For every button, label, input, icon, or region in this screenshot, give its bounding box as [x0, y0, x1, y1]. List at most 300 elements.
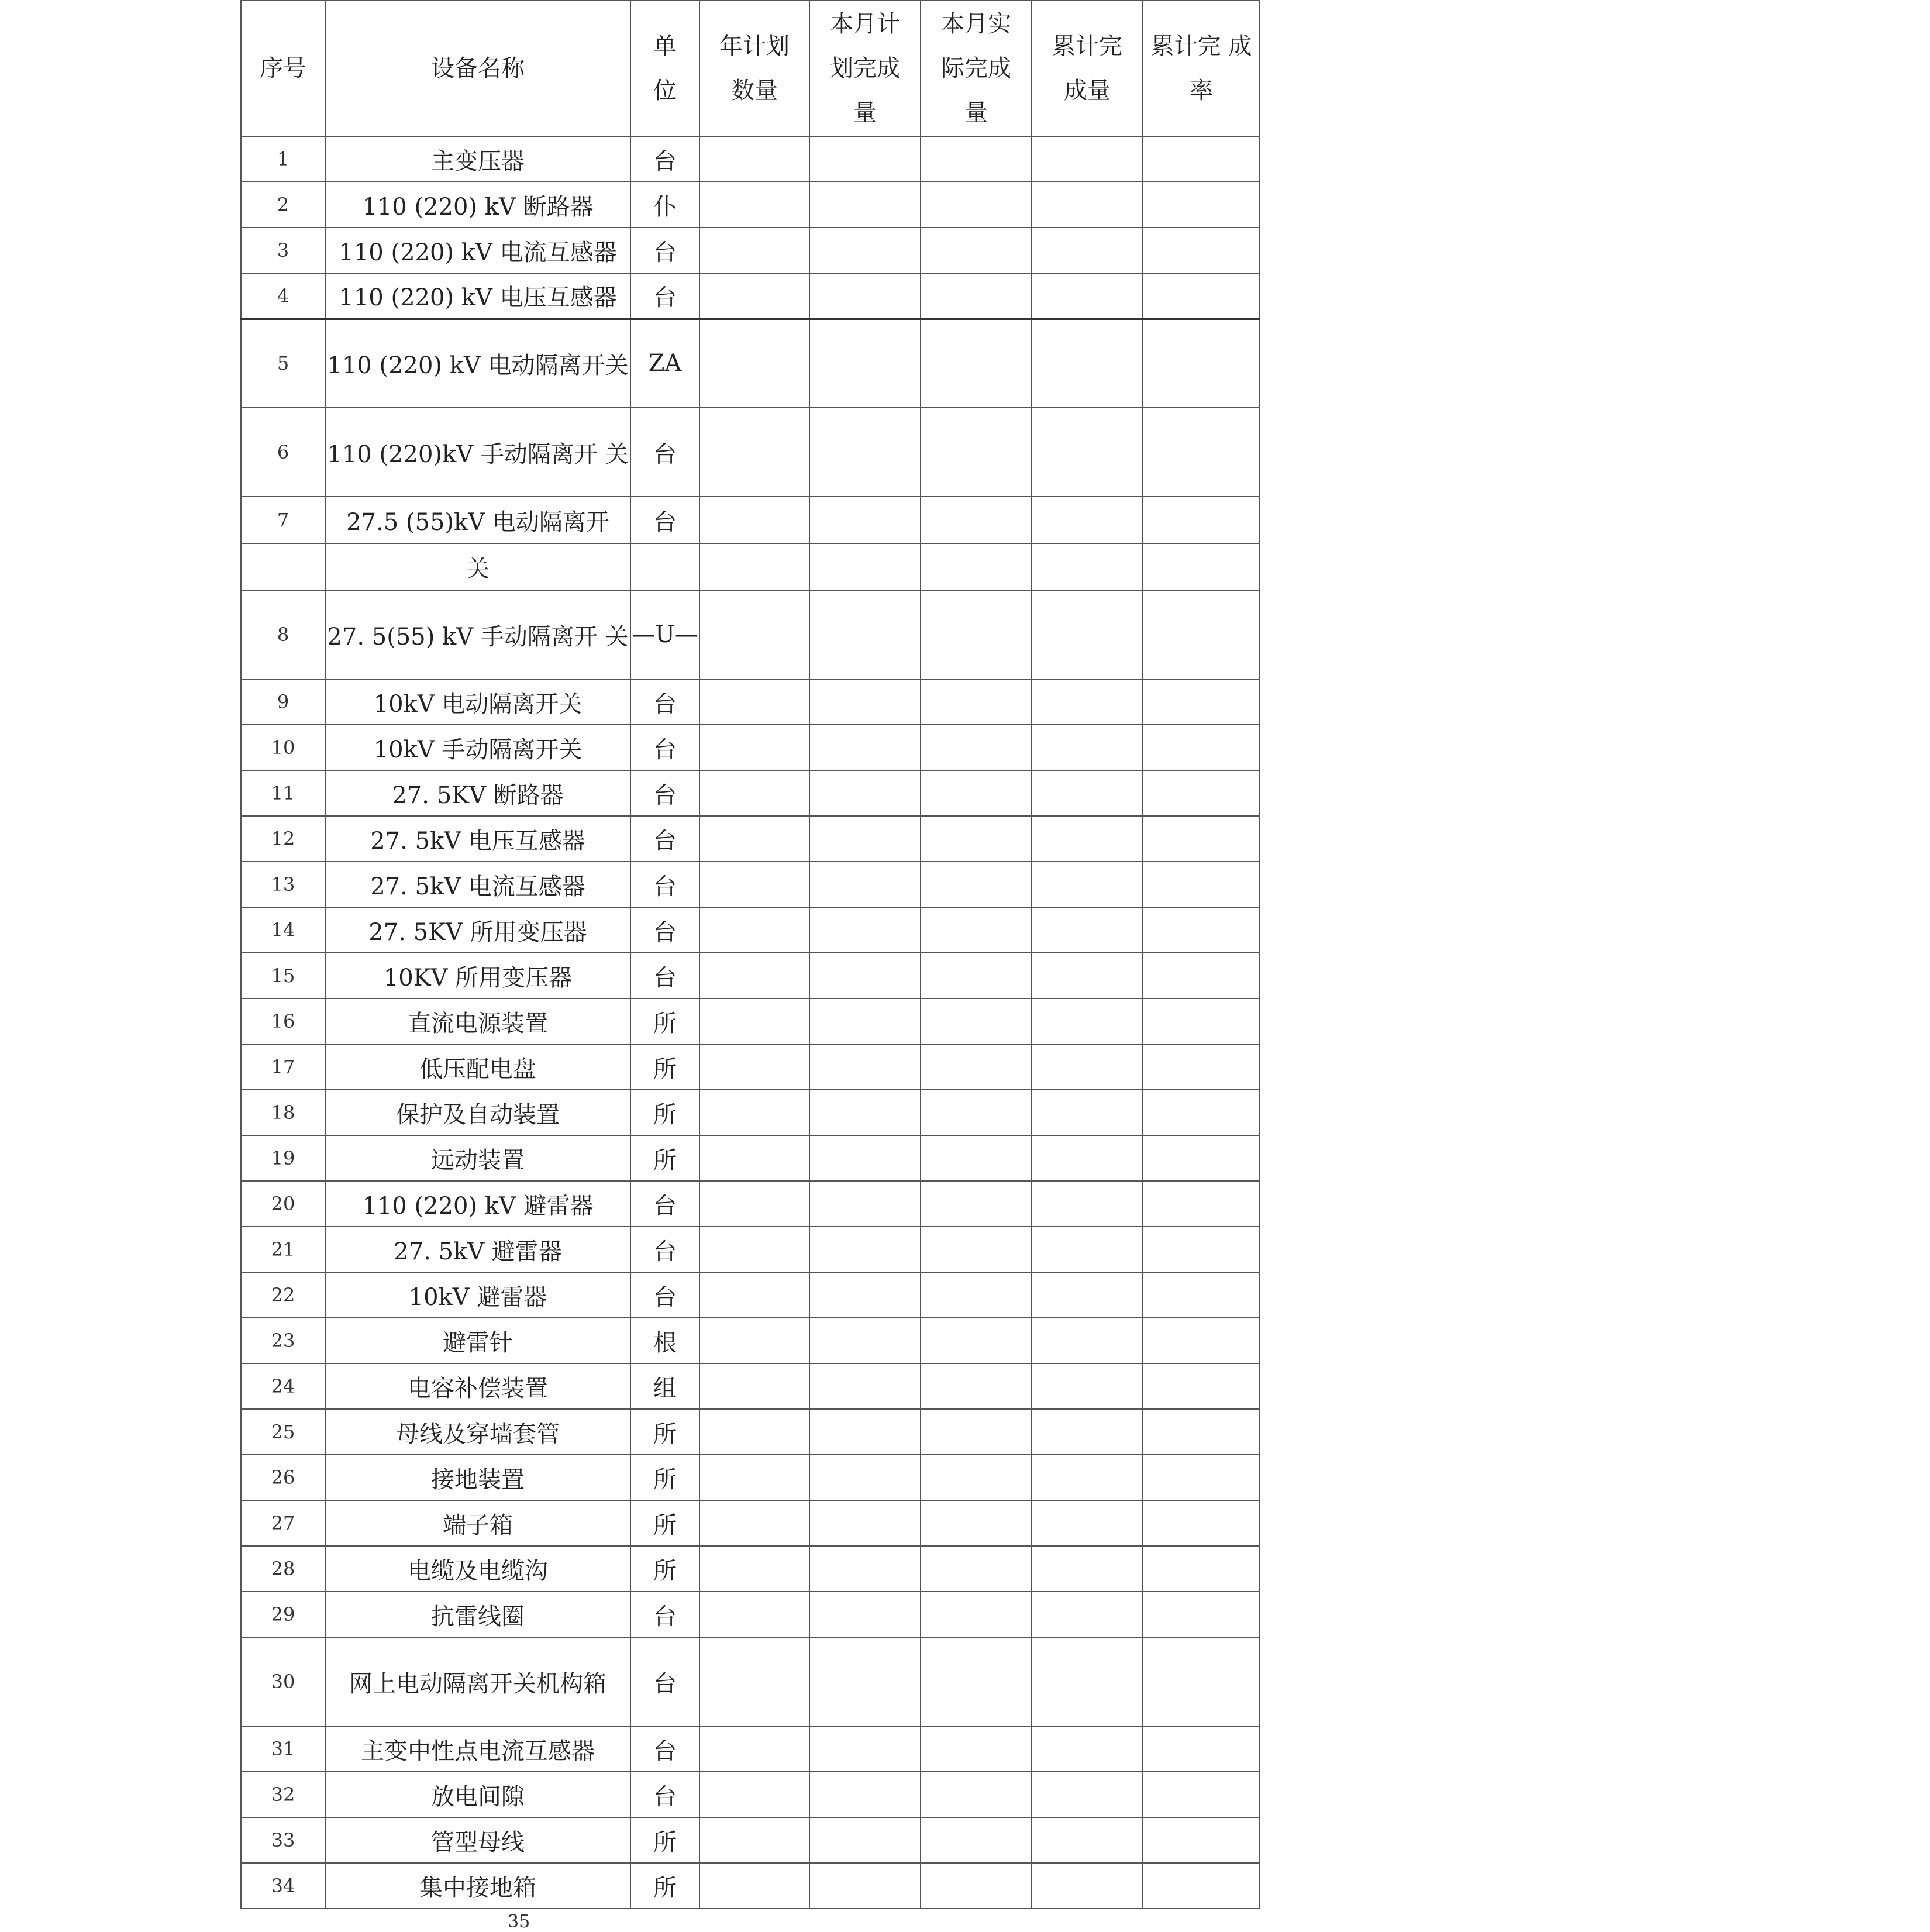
annual-plan-cell[interactable]: [699, 1863, 809, 1909]
equipment-unit: 台: [630, 1726, 699, 1772]
equipment-name: 10kV 避雷器: [325, 1272, 630, 1318]
table-row: [241, 590, 1260, 679]
table-row: [241, 1637, 1260, 1726]
annual-plan-cell[interactable]: [699, 998, 809, 1044]
equipment-unit: 台: [630, 770, 699, 816]
month-plan-cell[interactable]: [809, 1318, 921, 1363]
equipment-name: 27. 5(55) kV 手动隔离开 关: [325, 590, 630, 679]
cumulative-rate-cell[interactable]: [1143, 1227, 1260, 1272]
row-number: 9: [241, 679, 325, 725]
equipment-name: 27. 5kV 避雷器: [325, 1227, 630, 1272]
month-actual-cell[interactable]: [921, 1546, 1032, 1592]
equipment-name: 27. 5kV 电流互感器: [325, 862, 630, 907]
month-plan-cell[interactable]: [809, 1044, 921, 1090]
month-plan-cell[interactable]: [809, 543, 921, 590]
month-plan-cell[interactable]: [809, 1455, 921, 1500]
cumulative-cell[interactable]: [1032, 953, 1143, 998]
month-actual-cell[interactable]: [921, 1772, 1032, 1817]
month-actual-cell[interactable]: [921, 998, 1032, 1044]
equipment-name: 主变压器: [325, 136, 630, 182]
cumulative-rate-cell[interactable]: [1143, 1090, 1260, 1135]
row-number: 26: [241, 1455, 325, 1500]
equipment-name: 主变中性点电流互感器: [325, 1726, 630, 1772]
table-row: [241, 1726, 1260, 1772]
month-plan-cell[interactable]: [809, 1817, 921, 1863]
annual-plan-cell[interactable]: [699, 228, 809, 273]
annual-plan-cell[interactable]: [699, 953, 809, 998]
cumulative-cell[interactable]: [1032, 816, 1143, 862]
month-actual-cell[interactable]: [921, 590, 1032, 679]
header-name: 设备名称: [325, 1, 630, 136]
cumulative-rate-cell[interactable]: [1143, 770, 1260, 816]
equipment-name: 保护及自动装置: [325, 1090, 630, 1135]
month-plan-cell[interactable]: [809, 862, 921, 907]
annual-plan-cell[interactable]: [699, 136, 809, 182]
equipment-unit: 仆: [630, 182, 699, 228]
cumulative-cell[interactable]: [1032, 1817, 1143, 1863]
equipment-name: 抗雷线圈: [325, 1592, 630, 1637]
equipment-name: 电容补偿装置: [325, 1363, 630, 1409]
equipment-unit: 台: [630, 408, 699, 497]
month-plan-cell[interactable]: [809, 497, 921, 543]
cumulative-rate-cell[interactable]: [1143, 1363, 1260, 1409]
cumulative-cell[interactable]: [1032, 679, 1143, 725]
month-plan-cell[interactable]: [809, 953, 921, 998]
annual-plan-cell[interactable]: [699, 1546, 809, 1592]
month-plan-cell[interactable]: [809, 1090, 921, 1135]
row-number: 20: [241, 1181, 325, 1227]
annual-plan-cell[interactable]: [699, 1272, 809, 1318]
table-row: [241, 862, 1260, 907]
cumulative-cell[interactable]: [1032, 1318, 1143, 1363]
cumulative-cell[interactable]: [1032, 1044, 1143, 1090]
table-row: [241, 1044, 1260, 1090]
month-plan-cell[interactable]: [809, 1363, 921, 1409]
month-actual-cell[interactable]: [921, 770, 1032, 816]
cumulative-cell[interactable]: [1032, 1637, 1143, 1726]
annual-plan-cell[interactable]: [699, 1181, 809, 1227]
month-plan-cell[interactable]: [809, 1272, 921, 1318]
table-row: [241, 1363, 1260, 1409]
cumulative-rate-cell[interactable]: [1143, 182, 1260, 228]
equipment-unit: 所: [630, 1817, 699, 1863]
cumulative-rate-cell[interactable]: [1143, 1592, 1260, 1637]
table-row: [241, 816, 1260, 862]
month-actual-cell[interactable]: [921, 497, 1032, 543]
month-actual-cell[interactable]: [921, 228, 1032, 273]
annual-plan-cell[interactable]: [699, 816, 809, 862]
cumulative-cell[interactable]: [1032, 543, 1143, 590]
equipment-name: 27. 5KV 所用变压器: [325, 907, 630, 953]
month-plan-cell[interactable]: [809, 725, 921, 770]
cumulative-cell[interactable]: [1032, 1592, 1143, 1637]
table-row: [241, 998, 1260, 1044]
equipment-name: 直流电源装置: [325, 998, 630, 1044]
equipment-table: [240, 0, 1260, 1909]
month-actual-cell[interactable]: [921, 1500, 1032, 1546]
annual-plan-cell[interactable]: [699, 1817, 809, 1863]
month-actual-cell[interactable]: [921, 408, 1032, 497]
annual-plan-cell[interactable]: [699, 1227, 809, 1272]
month-actual-cell[interactable]: [921, 1817, 1032, 1863]
equipment-name: 关: [325, 543, 630, 590]
equipment-unit: 组: [630, 1363, 699, 1409]
row-number: 27: [241, 1500, 325, 1546]
annual-plan-cell[interactable]: [699, 273, 809, 319]
row-number: 14: [241, 907, 325, 953]
cumulative-cell[interactable]: [1032, 770, 1143, 816]
row-number: 4: [241, 273, 325, 319]
annual-plan-cell[interactable]: [699, 543, 809, 590]
table-row: [241, 319, 1260, 408]
month-plan-cell[interactable]: [809, 1637, 921, 1726]
cumulative-cell[interactable]: [1032, 273, 1143, 319]
cumulative-cell[interactable]: [1032, 136, 1143, 182]
row-number: 21: [241, 1227, 325, 1272]
month-plan-cell[interactable]: [809, 1726, 921, 1772]
month-actual-cell[interactable]: [921, 1592, 1032, 1637]
cumulative-cell[interactable]: [1032, 1772, 1143, 1817]
annual-plan-cell[interactable]: [699, 1500, 809, 1546]
cumulative-rate-cell[interactable]: [1143, 1637, 1260, 1726]
month-actual-cell[interactable]: [921, 543, 1032, 590]
cumulative-rate-cell[interactable]: [1143, 543, 1260, 590]
table-row: [241, 228, 1260, 273]
cumulative-rate-cell[interactable]: [1143, 1181, 1260, 1227]
cumulative-rate-cell[interactable]: [1143, 1318, 1260, 1363]
cumulative-cell[interactable]: [1032, 1455, 1143, 1500]
month-plan-cell[interactable]: [809, 319, 921, 408]
header-unit: 单位: [630, 1, 699, 136]
equipment-name: 低压配电盘: [325, 1044, 630, 1090]
table-row: [241, 182, 1260, 228]
equipment-name: 10KV 所用变压器: [325, 953, 630, 998]
month-actual-cell[interactable]: [921, 725, 1032, 770]
cumulative-rate-cell[interactable]: [1143, 1272, 1260, 1318]
annual-plan-cell[interactable]: [699, 1772, 809, 1817]
equipment-unit: 所: [630, 1455, 699, 1500]
cumulative-rate-cell[interactable]: [1143, 1817, 1260, 1863]
month-plan-cell[interactable]: [809, 1409, 921, 1455]
cumulative-cell[interactable]: [1032, 1181, 1143, 1227]
equipment-unit: 台: [630, 1227, 699, 1272]
cumulative-rate-cell[interactable]: [1143, 816, 1260, 862]
equipment-name: 110 (220) kV 避雷器: [325, 1181, 630, 1227]
row-number: 19: [241, 1135, 325, 1181]
row-number: 16: [241, 998, 325, 1044]
equipment-name: 网上电动隔离开关机构箱: [325, 1637, 630, 1726]
month-actual-cell[interactable]: [921, 1409, 1032, 1455]
cumulative-rate-cell[interactable]: [1143, 1409, 1260, 1455]
equipment-name: 110 (220) kV 电流互感器: [325, 228, 630, 273]
equipment-table-page: [240, 0, 1260, 1932]
row-number: 15: [241, 953, 325, 998]
equipment-unit: 所: [630, 998, 699, 1044]
equipment-name: 27.5 (55)kV 电动隔离开: [325, 497, 630, 543]
annual-plan-cell[interactable]: [699, 1726, 809, 1772]
table-row: [241, 953, 1260, 998]
month-plan-cell[interactable]: [809, 182, 921, 228]
annual-plan-cell[interactable]: [699, 1135, 809, 1181]
month-plan-cell[interactable]: [809, 1863, 921, 1909]
equipment-unit: 台: [630, 907, 699, 953]
cumulative-rate-cell[interactable]: [1143, 679, 1260, 725]
table-row: [241, 1772, 1260, 1817]
month-plan-cell[interactable]: [809, 1500, 921, 1546]
row-number: 18: [241, 1090, 325, 1135]
month-actual-cell[interactable]: [921, 319, 1032, 408]
table-row: [241, 497, 1260, 543]
cumulative-rate-cell[interactable]: [1143, 862, 1260, 907]
month-actual-cell[interactable]: [921, 1227, 1032, 1272]
cumulative-cell[interactable]: [1032, 1272, 1143, 1318]
month-actual-cell[interactable]: [921, 1181, 1032, 1227]
table-row: [241, 543, 1260, 590]
equipment-name: 110 (220) kV 电压互感器: [325, 273, 630, 319]
cumulative-cell[interactable]: [1032, 1227, 1143, 1272]
equipment-unit: 台: [630, 497, 699, 543]
month-plan-cell[interactable]: [809, 136, 921, 182]
equipment-unit: —U—: [630, 590, 699, 679]
month-actual-cell[interactable]: [921, 1090, 1032, 1135]
cumulative-cell[interactable]: [1032, 998, 1143, 1044]
month-plan-cell[interactable]: [809, 408, 921, 497]
month-actual-cell[interactable]: [921, 273, 1032, 319]
table-row: [241, 1227, 1260, 1272]
cumulative-rate-cell[interactable]: [1143, 590, 1260, 679]
row-number: 34: [241, 1863, 325, 1909]
equipment-unit: 台: [630, 136, 699, 182]
month-actual-cell[interactable]: [921, 1455, 1032, 1500]
annual-plan-cell[interactable]: [699, 1363, 809, 1409]
header-cumulative: 累计完成量: [1032, 1, 1143, 136]
annual-plan-cell[interactable]: [699, 319, 809, 408]
cumulative-rate-cell[interactable]: [1143, 1772, 1260, 1817]
row-number: 1: [241, 136, 325, 182]
row-number: 25: [241, 1409, 325, 1455]
cumulative-rate-cell[interactable]: [1143, 725, 1260, 770]
month-actual-cell[interactable]: [921, 1044, 1032, 1090]
month-plan-cell[interactable]: [809, 590, 921, 679]
annual-plan-cell[interactable]: [699, 408, 809, 497]
equipment-unit: 台: [630, 1637, 699, 1726]
annual-plan-cell[interactable]: [699, 770, 809, 816]
table-row: [241, 679, 1260, 725]
annual-plan-cell[interactable]: [699, 1090, 809, 1135]
annual-plan-cell[interactable]: [699, 497, 809, 543]
equipment-unit: 台: [630, 679, 699, 725]
cumulative-rate-cell[interactable]: [1143, 228, 1260, 273]
month-actual-cell[interactable]: [921, 816, 1032, 862]
cumulative-cell[interactable]: [1032, 228, 1143, 273]
month-actual-cell[interactable]: [921, 679, 1032, 725]
table-row: [241, 408, 1260, 497]
equipment-unit: 台: [630, 1592, 699, 1637]
month-plan-cell[interactable]: [809, 1592, 921, 1637]
month-actual-cell[interactable]: [921, 953, 1032, 998]
month-actual-cell[interactable]: [921, 1135, 1032, 1181]
month-actual-cell[interactable]: [921, 862, 1032, 907]
equipment-name: 110 (220) kV 断路器: [325, 182, 630, 228]
equipment-name: 接地装置: [325, 1455, 630, 1500]
annual-plan-cell[interactable]: [699, 1318, 809, 1363]
annual-plan-cell[interactable]: [699, 862, 809, 907]
header-month-plan: 本月计划完成量: [809, 1, 921, 136]
cumulative-rate-cell[interactable]: [1143, 1546, 1260, 1592]
annual-plan-cell[interactable]: [699, 590, 809, 679]
equipment-unit: 所: [630, 1090, 699, 1135]
equipment-name: 母线及穿墙套管: [325, 1409, 630, 1455]
month-actual-cell[interactable]: [921, 1637, 1032, 1726]
cumulative-cell[interactable]: [1032, 408, 1143, 497]
annual-plan-cell[interactable]: [699, 1409, 809, 1455]
month-plan-cell[interactable]: [809, 228, 921, 273]
month-plan-cell[interactable]: [809, 1181, 921, 1227]
cumulative-cell[interactable]: [1032, 182, 1143, 228]
cumulative-cell[interactable]: [1032, 1090, 1143, 1135]
cumulative-cell[interactable]: [1032, 1726, 1143, 1772]
month-actual-cell[interactable]: [921, 1272, 1032, 1318]
annual-plan-cell[interactable]: [699, 1592, 809, 1637]
month-plan-cell[interactable]: [809, 273, 921, 319]
equipment-name: 集中接地箱: [325, 1863, 630, 1909]
equipment-unit: 所: [630, 1546, 699, 1592]
cumulative-rate-cell[interactable]: [1143, 408, 1260, 497]
cumulative-cell[interactable]: [1032, 862, 1143, 907]
equipment-unit: 台: [630, 725, 699, 770]
equipment-name: 27. 5kV 电压互感器: [325, 816, 630, 862]
cumulative-cell[interactable]: [1032, 1546, 1143, 1592]
equipment-unit: 台: [630, 1272, 699, 1318]
cumulative-rate-cell[interactable]: [1143, 319, 1260, 408]
month-actual-cell[interactable]: [921, 1363, 1032, 1409]
table-row: [241, 907, 1260, 953]
table-row: [241, 1500, 1260, 1546]
equipment-unit: 台: [630, 953, 699, 998]
equipment-unit: ZA: [630, 319, 699, 408]
table-row: [241, 1592, 1260, 1637]
equipment-name: 端子箱: [325, 1500, 630, 1546]
row-number: 32: [241, 1772, 325, 1817]
month-actual-cell[interactable]: [921, 907, 1032, 953]
annual-plan-cell[interactable]: [699, 182, 809, 228]
row-number: 29: [241, 1592, 325, 1637]
cumulative-cell[interactable]: [1032, 319, 1143, 408]
cumulative-rate-cell[interactable]: [1143, 1135, 1260, 1181]
row-number: [241, 543, 325, 590]
equipment-unit: 台: [630, 273, 699, 319]
table-row: [241, 1135, 1260, 1181]
cumulative-cell[interactable]: [1032, 1135, 1143, 1181]
month-actual-cell[interactable]: [921, 1318, 1032, 1363]
month-actual-cell[interactable]: [921, 136, 1032, 182]
cumulative-rate-cell[interactable]: [1143, 907, 1260, 953]
month-plan-cell[interactable]: [809, 1546, 921, 1592]
month-plan-cell[interactable]: [809, 998, 921, 1044]
month-plan-cell[interactable]: [809, 1772, 921, 1817]
row-number: 12: [241, 816, 325, 862]
cumulative-rate-cell[interactable]: [1143, 998, 1260, 1044]
row-number: 6: [241, 408, 325, 497]
row-number: 23: [241, 1318, 325, 1363]
cumulative-rate-cell[interactable]: [1143, 953, 1260, 998]
table-row: [241, 1090, 1260, 1135]
table-header-row: [241, 1, 1260, 136]
annual-plan-cell[interactable]: [699, 1637, 809, 1726]
annual-plan-cell[interactable]: [699, 1044, 809, 1090]
equipment-unit: 所: [630, 1500, 699, 1546]
header-month-actual: 本月实际完成量: [921, 1, 1032, 136]
cumulative-cell[interactable]: [1032, 907, 1143, 953]
month-plan-cell[interactable]: [809, 1227, 921, 1272]
row-number: 31: [241, 1726, 325, 1772]
cumulative-cell[interactable]: [1032, 1500, 1143, 1546]
header-annual-plan: 年计划数量: [699, 1, 809, 136]
row-number: 17: [241, 1044, 325, 1090]
equipment-name: 放电间隙: [325, 1772, 630, 1817]
cumulative-cell[interactable]: [1032, 1409, 1143, 1455]
month-plan-cell[interactable]: [809, 770, 921, 816]
equipment-unit: 台: [630, 1181, 699, 1227]
equipment-name: 10kV 手动隔离开关: [325, 725, 630, 770]
cumulative-rate-cell[interactable]: [1143, 273, 1260, 319]
cumulative-rate-cell[interactable]: [1143, 1726, 1260, 1772]
cumulative-cell[interactable]: [1032, 590, 1143, 679]
cumulative-cell[interactable]: [1032, 1363, 1143, 1409]
equipment-unit: 所: [630, 1135, 699, 1181]
table-row: [241, 1863, 1260, 1909]
month-actual-cell[interactable]: [921, 1863, 1032, 1909]
annual-plan-cell[interactable]: [699, 725, 809, 770]
table-row: [241, 1455, 1260, 1500]
table-row: [241, 725, 1260, 770]
equipment-name: 10kV 电动隔离开关: [325, 679, 630, 725]
equipment-name: 电缆及电缆沟: [325, 1546, 630, 1592]
month-plan-cell[interactable]: [809, 1135, 921, 1181]
cumulative-cell[interactable]: [1032, 725, 1143, 770]
table-row: [241, 1409, 1260, 1455]
month-plan-cell[interactable]: [809, 816, 921, 862]
equipment-name: 远动装置: [325, 1135, 630, 1181]
row-number: 24: [241, 1363, 325, 1409]
annual-plan-cell[interactable]: [699, 1455, 809, 1500]
row-number: 10: [241, 725, 325, 770]
table-row: [241, 273, 1260, 319]
table-row: [241, 1181, 1260, 1227]
month-plan-cell[interactable]: [809, 907, 921, 953]
annual-plan-cell[interactable]: [699, 679, 809, 725]
cumulative-cell[interactable]: [1032, 1863, 1143, 1909]
cumulative-rate-cell[interactable]: [1143, 1044, 1260, 1090]
table-row: [241, 136, 1260, 182]
month-actual-cell[interactable]: [921, 1726, 1032, 1772]
cumulative-rate-cell[interactable]: [1143, 1500, 1260, 1546]
row-number: 11: [241, 770, 325, 816]
cumulative-rate-cell[interactable]: [1143, 497, 1260, 543]
table-row: [241, 1272, 1260, 1318]
annual-plan-cell[interactable]: [699, 907, 809, 953]
cumulative-rate-cell[interactable]: [1143, 1455, 1260, 1500]
header-cumulative-rate: 累计完 成率: [1143, 1, 1260, 136]
equipment-unit: 台: [630, 862, 699, 907]
month-actual-cell[interactable]: [921, 182, 1032, 228]
cumulative-cell[interactable]: [1032, 497, 1143, 543]
cumulative-rate-cell[interactable]: [1143, 136, 1260, 182]
row-number: 8: [241, 590, 325, 679]
equipment-name: 27. 5KV 断路器: [325, 770, 630, 816]
cumulative-rate-cell[interactable]: [1143, 1863, 1260, 1909]
month-plan-cell[interactable]: [809, 679, 921, 725]
